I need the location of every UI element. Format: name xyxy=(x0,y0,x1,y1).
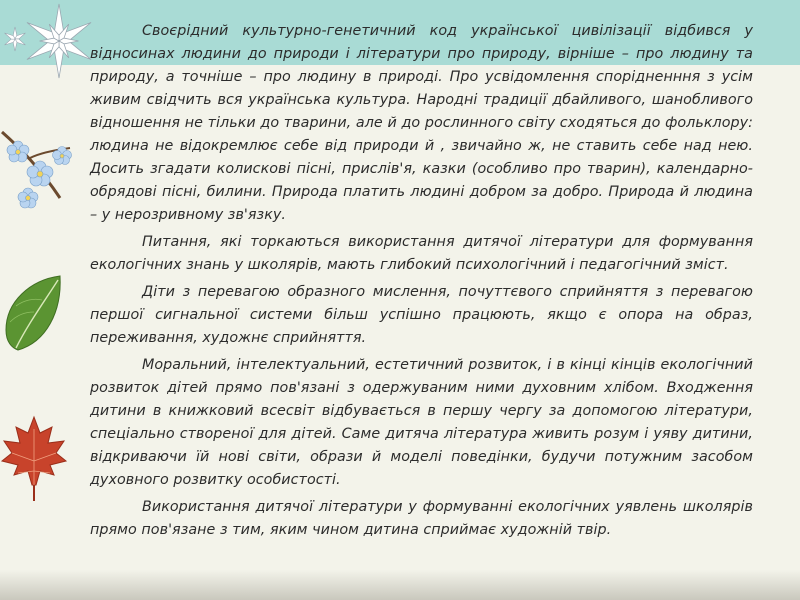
text-body xyxy=(90,20,753,546)
maple-leaf-icon xyxy=(0,415,68,503)
green-leaf-icon xyxy=(0,272,66,352)
paragraph-5: Використання дитячої літератури у формуванні екологічних уявлень школярів прямо пов'язане з тим, яким чином дитина сприймає художній твір. xyxy=(90,499,753,538)
forget-me-not-icon xyxy=(0,128,82,218)
footer-shade xyxy=(0,570,800,600)
snowflake-icon xyxy=(20,2,98,80)
paragraph-4: Моральний, інтелектуальний, естетичний розвиток, і в кінці кінців екологічний розвиток дітей прямо пов'язані з одержуваним ними духовним хлібом. Входження дитини в книжковий всесвіт відбувається в першу чергу за допомогою літератури, спеціально створеної для дітей. Саме дитяча література живить розум і уяву дитини, відкриваючи їй нові світи, образи й моделі поведінки, будучи потужним засобом духовного розвитку особистості. xyxy=(90,357,753,488)
paragraph-1: Своєрідний культурно-генетичний код української цивілізації відбився у відносинах людини до природи і літератури про природу, вірніше – про людину та природу, а точніше – про людину в природі. Про усвідомлення спорідненння з усім живим свідчить вся українська культура. Народні традиції дбайливого, шанобливого відношення не тільки до тварини, але й до рослинного світу сходяться до фольклору: людина не відокремлює себе від природи й , звичайно ж, не ставить себе над нею. Досить згадати колискові пісні, прислів'я, казки (особливо про тварин), календарно-обрядові пісні, билини. Природа платить людині добром за добро. Природа й людина – у нерозривному зв'язку. xyxy=(90,23,753,223)
paragraph-3: Діти з перевагою образного мислення, почуттєвого сприйняття з перевагою першої сигнальної системи більш успішно працюють, якщо є опора на образ, переживання, художнє сприйняття. xyxy=(90,284,753,346)
paragraph-2: Питання, які торкаються використання дитячої літератури для формування екологічних знань у школярів, мають глибокий психологічний і педагогічний зміст. xyxy=(90,234,753,273)
snowflake-small-icon xyxy=(2,26,28,52)
